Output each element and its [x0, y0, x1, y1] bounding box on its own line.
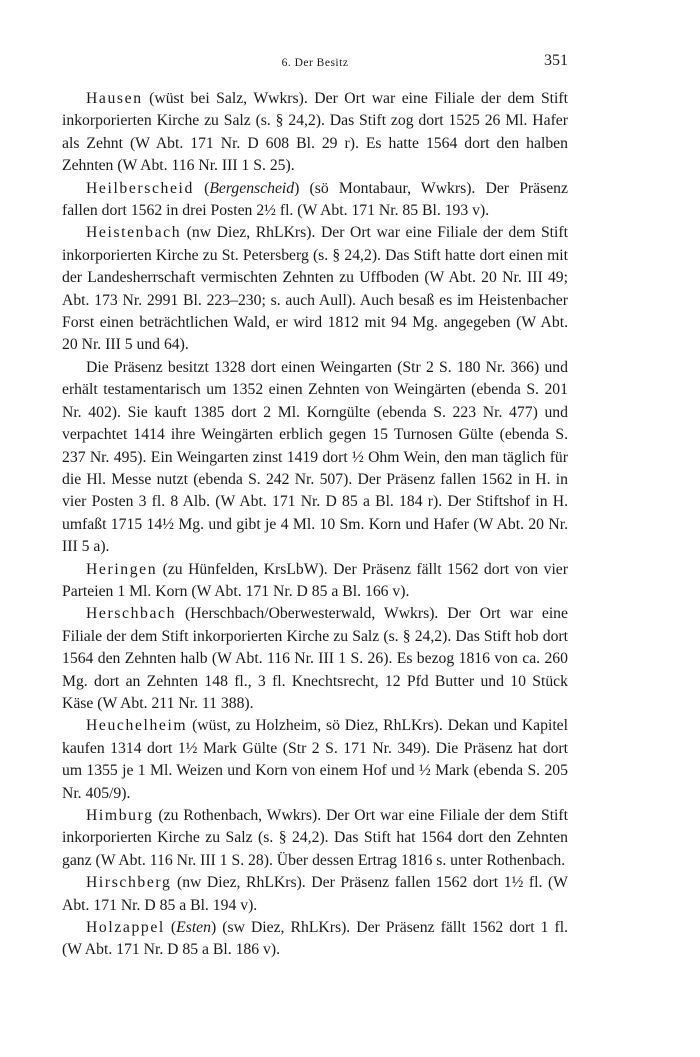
page-number: 351: [544, 52, 568, 69]
entry-text: (wüst, zu Holzheim, sö Diez, RhLKrs). Dekan und Kapitel kaufen 1314 dort 1½ Mark Gülte (Str 2 S. 171 Nr. 349). Die Präsenz hat dort um 1355 je 1 Ml. Weizen und Korn von einem Hof und ½ Mark (ebenda S. 205 Nr. 405/9).: [62, 717, 568, 802]
running-head: [62, 52, 568, 74]
place-variant: Bergenscheid: [209, 179, 295, 197]
entry-text: ) (sö Montabaur, Wwkrs). Der Präsenz fallen dort 1562 in drei Posten 2½ fl. (W Abt. 171 Nr. 85 Bl. 193 v).: [62, 179, 568, 220]
entry-text: (wüst bei Salz, Wwkrs). Der Ort war eine Filiale der dem Stift inkorporierten Kirche zu Salz (s. § 24,2). Das Stift zog dort 1525 26 Ml. Hafer als Zehnt (W Abt. 171 Nr. D 608 Bl. 29 r). Es hatte 1564 dort den halben Zehnten (W Abt. 116 Nr. III 1 S. 25).: [62, 90, 568, 175]
place-name: Holzappel: [86, 919, 165, 937]
entry-text: (: [164, 919, 177, 937]
place-name: Heistenbach: [86, 224, 182, 242]
place-name: Heuchelheim: [86, 717, 188, 735]
entry-holzappel: [62, 917, 568, 962]
place-variant: Esten: [176, 919, 211, 937]
entry-text: (zu Rothenbach, Wwkrs). Der Ort war eine Filiale der dem Stift inkorporierten Kirche zu Salz (s. § 24,2). Das Stift hat 1564 dort den Zehnten ganz (W Abt. 116 Nr. III 1 S. 28). Über dessen Ertrag 1816 s. unter Rothenbach.: [62, 807, 568, 869]
entry-text: Die Präsenz besitzt 1328 dort einen Weingarten (Str 2 S. 180 Nr. 366) und erhält testamentarisch um 1352 einen Zehnten von Weingärten (ebenda S. 201 Nr. 402). Sie kauft 1385 dort 2 Ml. Korngülte (ebenda S. 223 Nr. 477) und verpachtet 1414 ihre Weingärten erblich gegen 15 Turnosen Gülte (ebenda S. 237 Nr. 495). Ein Weingarten zinst 1419 dort ½ Ohm Wein, den man täglich für die Hl. Messe nutzt (ebenda S. 242 Nr. 507). Der Präsenz fallen 1562 in H. in vier Posten 3 fl. 8 Alb. (W Abt. 171 Nr. D 85 a Bl. 184 r). Der Stiftshof in H. umfaßt 1715 14½ Mg. und gibt je 4 Ml. 10 Sm. Korn und Hafer (W Abt. 20 Nr. III 5 a).: [62, 358, 568, 556]
place-name: Himburg: [86, 807, 154, 824]
place-name: Hausen: [86, 90, 143, 107]
entry-himburg: [62, 805, 568, 872]
place-name: Heringen: [86, 560, 158, 578]
entry-text: ) (sw Diez, RhLKrs). Der Präsenz fällt 1562 dort 1 fl. (W Abt. 171 Nr. D 85 a Bl. 186 v).: [62, 919, 568, 959]
entry-hirschberg: [62, 872, 568, 917]
entry-heringen: [62, 559, 568, 604]
entry-text: (nw Diez, RhLKrs). Der Präsenz fallen 1562 dort 1½ fl. (W Abt. 171 Nr. D 85 a Bl. 194 v).: [62, 874, 568, 914]
entry-text: (Herschbach/Oberwesterwald, Wwkrs). Der Ort war eine Filiale der dem Stift inkorporierten Kirche zu Salz (s. § 24,2). Das Stift hob dort 1564 den Zehnten halb (W Abt. 116 Nr. III 1 S. 26). Es bezog 1816 von ca. 260 Mg. dort an Zehnten 148 fl., 3 fl. Knechtsrecht, 12 Pfd Butter und 10 Stück Käse (W Abt. 211 Nr. 11 388).: [62, 605, 568, 712]
entry-heuchelheim: [62, 715, 568, 805]
entry-heilberscheid: [62, 178, 568, 223]
place-name: Hirschberg: [86, 874, 172, 892]
place-name: Herschbach: [86, 605, 177, 623]
entry-hausen: [62, 88, 568, 178]
entry-heistenbach-continued: [62, 357, 568, 559]
document-page: [62, 52, 568, 962]
entry-herschbach: [62, 603, 568, 715]
running-title: 6. Der Besitz: [281, 57, 349, 69]
entry-text: (: [193, 179, 210, 197]
entry-text: (nw Diez, RhLKrs). Der Ort war eine Filiale der dem Stift inkorporierten Kirche zu St. Petersberg (s. § 24,2). Das Stift hatte dort einen mit der Landesherrschaft vermischten Zehnten zu Uffboden (W Abt. 20 Nr. III 49; Abt. 173 Nr. 2991 Bl. 223–230; s. auch Aull). Auch besaß es im Heistenbacher Forst einen beträchtlichen Wald, er wird 1812 mit 94 Mg. angegeben (W Abt. 20 Nr. III 5 und 64).: [62, 224, 568, 354]
body-text: [62, 88, 568, 962]
place-name: Heilberscheid: [86, 179, 194, 197]
entry-heistenbach: [62, 222, 568, 356]
entry-text: (zu Hünfelden, KrsLbW). Der Präsenz fällt 1562 dort von vier Parteien 1 Ml. Korn (W Abt. 171 Nr. D 85 a Bl. 166 v).: [62, 560, 568, 600]
